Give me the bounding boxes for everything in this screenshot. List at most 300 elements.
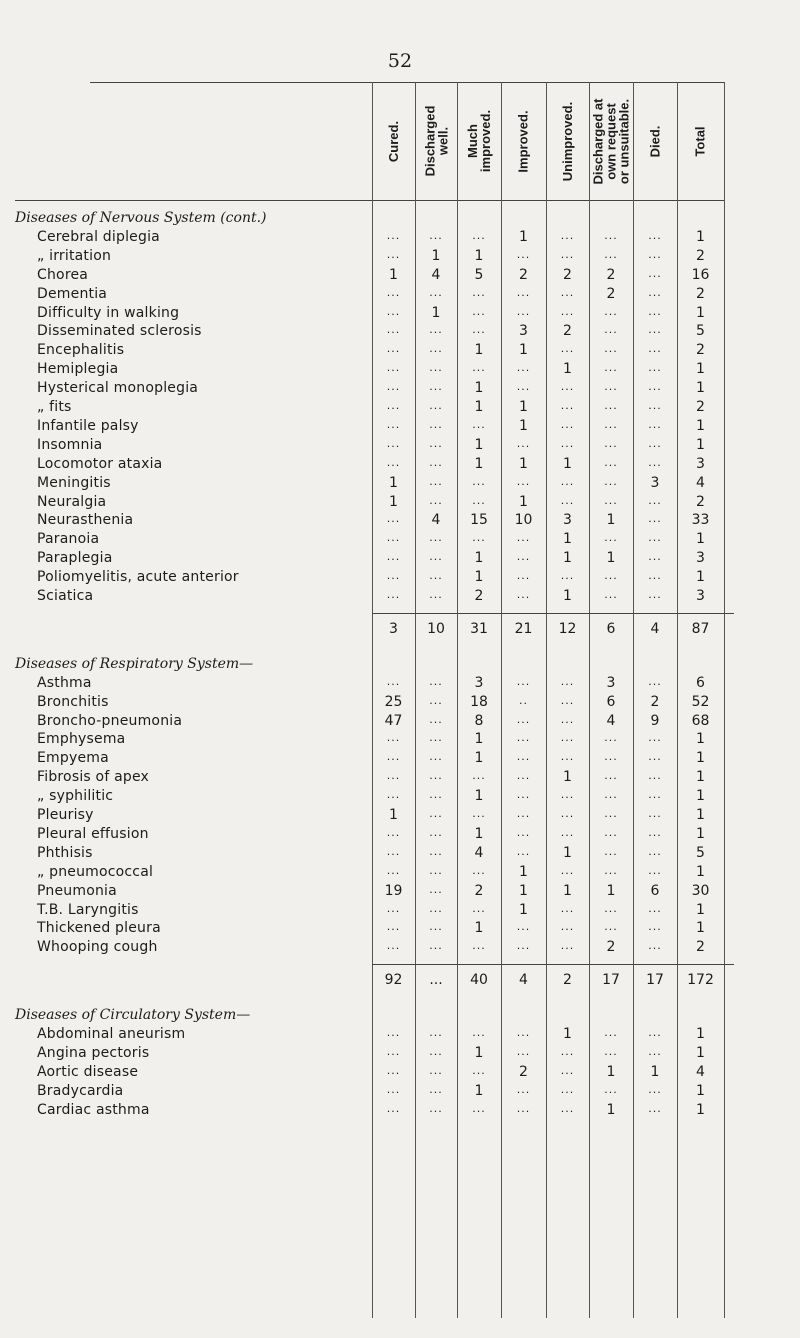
table-cell: 1: [696, 920, 705, 937]
table-cell: 2: [519, 1063, 528, 1080]
row-label: [37, 229, 160, 245]
row-label: [37, 267, 88, 283]
table-cell: ...: [386, 788, 401, 802]
table-cell: ...: [560, 417, 575, 431]
table-cell: ...: [429, 569, 443, 583]
table-cell: 5: [696, 323, 705, 340]
table-cell: 1: [474, 455, 484, 472]
table-cell: ...: [472, 361, 486, 375]
table-cell: 15: [470, 512, 488, 529]
row-label-text: Pleural effusion: [37, 825, 149, 842]
table-cell: ...: [516, 588, 531, 601]
table-cell: ...: [472, 901, 486, 915]
row-label: [37, 1083, 123, 1099]
table-cell: ...: [648, 588, 662, 601]
table-cell: ...: [429, 285, 443, 299]
table-cell: 1: [563, 882, 572, 899]
table-cell: ...: [560, 380, 575, 394]
table-cell: ...: [604, 750, 618, 764]
table-cell: ...: [560, 939, 575, 953]
table-row: [0, 361, 800, 380]
table-cell: ...: [604, 731, 618, 745]
table-cell: ...: [648, 731, 662, 745]
table-row: [0, 694, 800, 713]
table-cell: ...: [386, 844, 401, 858]
table-cell: 1: [606, 882, 616, 899]
table-cell: 5: [696, 844, 705, 861]
table-row: [0, 418, 800, 437]
table-cell: ...: [472, 807, 486, 820]
table-cell: ...: [516, 304, 531, 318]
table-cell: 4: [431, 512, 441, 529]
table-cell: 1: [474, 380, 484, 397]
table-row: [0, 512, 800, 531]
table-cell: ...: [648, 769, 662, 783]
table-cell: 1: [696, 807, 705, 823]
table-cell: 1: [696, 361, 705, 378]
table-cell: ...: [604, 788, 618, 802]
table-cell: ...: [604, 1026, 618, 1039]
total-cell: 17: [602, 972, 620, 989]
table-cell: ...: [386, 901, 401, 915]
table-cell: 1: [474, 920, 484, 937]
row-label: [37, 807, 94, 823]
table-cell: ...: [429, 474, 443, 488]
row-label: [37, 713, 182, 729]
table-cell: ...: [429, 769, 443, 783]
table-cell: ...: [648, 788, 662, 802]
table-cell: 1: [696, 304, 705, 321]
table-cell: ...: [472, 863, 486, 877]
table-cell: 1: [474, 750, 484, 767]
table-row: [0, 1026, 800, 1045]
table-row: [0, 286, 800, 305]
table-cell: 1: [389, 474, 398, 491]
table-cell: ...: [560, 399, 575, 412]
total-cell: 17: [646, 972, 664, 989]
row-label-text: Emphysema: [37, 731, 126, 748]
table-cell: ...: [516, 474, 531, 488]
row-label: [37, 864, 153, 880]
table-cell: 1: [563, 769, 572, 786]
table-cell: 3: [696, 455, 705, 472]
table-cell: ...: [604, 844, 618, 858]
table-cell: 1: [696, 1082, 705, 1099]
row-label-text: Insomnia: [37, 436, 103, 453]
table-cell: ...: [472, 1101, 486, 1115]
table-cell: ...: [429, 399, 443, 412]
table-cell: 1: [696, 769, 705, 786]
table-cell: 1: [696, 825, 705, 842]
row-label: [37, 769, 149, 785]
table-row: [0, 750, 800, 769]
row-label-text: Neurasthenia: [37, 512, 134, 529]
totals-row: [0, 972, 800, 991]
table-cell: ...: [648, 901, 662, 915]
row-label: [37, 588, 93, 604]
row-label-text: Cardiac asthma: [37, 1101, 150, 1118]
row-label-text: Pleurisy: [37, 807, 94, 823]
row-label-text: Fibrosis of apex: [37, 769, 150, 786]
section-title: Diseases of Circulatory System—: [15, 1007, 251, 1024]
total-cell: 172: [687, 972, 714, 989]
table-cell: ...: [386, 920, 401, 934]
table-cell: 1: [650, 1063, 660, 1080]
table-cell: ...: [560, 920, 575, 934]
row-label-text: „ syphilitic: [37, 788, 114, 805]
table-cell: ...: [560, 693, 575, 707]
table-cell: 2: [696, 342, 705, 359]
row-label-text: „ irritation: [37, 247, 112, 264]
table-cell: ...: [472, 304, 486, 318]
table-cell: ...: [472, 939, 486, 953]
table-cell: 1: [696, 569, 705, 586]
table-cell: ...: [386, 1044, 401, 1058]
table-cell: ...: [386, 1026, 401, 1039]
table-cell: ...: [386, 247, 401, 261]
table-cell: ...: [516, 1026, 531, 1039]
row-label-text: Empyema: [37, 750, 109, 767]
table-cell: ...: [386, 1082, 401, 1096]
table-cell: 1: [696, 750, 705, 767]
row-label: [37, 920, 161, 936]
table-cell: 5: [474, 266, 484, 283]
table-cell: 2: [606, 266, 616, 283]
table-cell: 1: [474, 569, 484, 586]
table-cell: ...: [648, 436, 662, 450]
table-cell: 1: [696, 788, 705, 805]
table-row: [0, 569, 800, 588]
table-cell: ...: [604, 1044, 618, 1058]
table-cell: 2: [696, 399, 705, 415]
table-cell: ...: [604, 474, 618, 488]
table-cell: ...: [429, 825, 443, 839]
total-cell: 3: [389, 620, 398, 637]
table-row: [0, 1045, 800, 1064]
row-label: [37, 883, 117, 899]
table-cell: ...: [648, 304, 662, 318]
table-cell: ...: [386, 939, 401, 953]
row-label-text: Bronchitis: [37, 693, 109, 710]
table-cell: ...: [386, 361, 401, 375]
row-label-text: Paraplegia: [37, 550, 113, 567]
table-cell: ...: [648, 247, 662, 261]
table-cell: ...: [560, 285, 575, 299]
table-cell: ...: [472, 285, 486, 299]
row-label-text: „ pneumococcal: [37, 863, 154, 880]
table-cell: ...: [604, 417, 618, 431]
table-cell: ...: [648, 1101, 662, 1115]
row-label-text: Phthisis: [37, 844, 93, 861]
row-label-text: Dementia: [37, 285, 108, 302]
table-cell: 2: [519, 266, 528, 283]
table-cell: ...: [560, 674, 575, 688]
table-cell: ...: [516, 769, 531, 783]
table-cell: ...: [604, 769, 618, 783]
column-header: [546, 84, 589, 198]
table-row: [0, 864, 800, 883]
table-cell: ...: [604, 380, 618, 394]
table-cell: 1: [696, 901, 705, 918]
table-cell: ...: [429, 750, 443, 764]
row-label: [37, 512, 133, 528]
table-cell: ...: [516, 939, 531, 953]
table-cell: ...: [604, 920, 618, 934]
table-cell: ...: [648, 323, 662, 337]
table-cell: 1: [606, 512, 616, 529]
table-cell: ...: [648, 399, 662, 412]
table-cell: ...: [604, 361, 618, 375]
table-cell: 47: [384, 712, 403, 729]
row-label-text: Disseminated sclerosis: [37, 323, 202, 340]
table-row: [0, 713, 800, 732]
table-cell: 1: [696, 731, 705, 748]
table-cell: ...: [516, 844, 531, 858]
table-cell: ...: [472, 417, 486, 431]
table-cell: ...: [648, 228, 662, 242]
table-cell: 3: [650, 474, 660, 491]
table-cell: ...: [429, 455, 443, 469]
table-cell: ...: [604, 342, 618, 356]
table-cell: 1: [696, 1101, 705, 1118]
section-title: Diseases of Nervous System (cont.): [15, 210, 267, 226]
table-cell: ...: [429, 550, 443, 564]
table-cell: ...: [648, 1044, 662, 1058]
table-cell: 3: [696, 550, 705, 567]
table-cell: 1: [474, 247, 484, 264]
row-label-text: Thickened pleura: [37, 920, 161, 937]
column-header: [501, 84, 546, 198]
table-cell: ...: [516, 825, 531, 839]
table-cell: 1: [696, 1026, 705, 1042]
totals-rule: [372, 964, 734, 965]
row-label-text: Abdominal aneurism: [37, 1026, 186, 1042]
row-label-text: Infantile palsy: [37, 417, 139, 434]
table-row: [0, 550, 800, 569]
table-cell: ...: [516, 531, 531, 545]
column-header: [633, 84, 677, 198]
table-cell: 1: [563, 550, 572, 567]
row-label: [37, 475, 111, 491]
row-label: [37, 569, 239, 585]
row-label-text: Asthma: [37, 674, 92, 691]
table-cell: 6: [606, 693, 616, 710]
table-cell: 1: [519, 342, 528, 359]
row-label-text: Locomotor ataxia: [37, 455, 163, 472]
table-cell: ...: [560, 228, 575, 242]
table-cell: ...: [560, 712, 575, 726]
row-label: [37, 939, 158, 955]
table-cell: ...: [386, 436, 401, 450]
table-row: [0, 323, 800, 342]
table-cell: ...: [604, 1082, 618, 1096]
table-cell: 2: [650, 693, 660, 710]
row-label-text: Angina pectoris: [37, 1044, 150, 1061]
table-cell: ...: [648, 844, 662, 858]
table-row: [0, 380, 800, 399]
table-row: [0, 456, 800, 475]
table-cell: 1: [696, 1044, 705, 1061]
table-cell: 19: [384, 882, 403, 899]
row-label: [37, 380, 198, 396]
table-cell: 52: [691, 693, 710, 710]
table-cell: 33: [691, 512, 710, 529]
table-cell: 1: [696, 531, 705, 548]
table-cell: 4: [431, 266, 441, 283]
table-cell: ...: [472, 228, 486, 242]
table-cell: 4: [606, 712, 616, 729]
table-cell: 8: [474, 712, 484, 729]
table-cell: ...: [560, 304, 575, 318]
table-cell: ...: [516, 731, 531, 745]
total-cell: 2: [563, 972, 572, 989]
table-cell: ...: [604, 247, 618, 261]
row-label: [37, 286, 107, 302]
table-cell: 1: [431, 304, 441, 321]
table-cell: ...: [604, 455, 618, 469]
table-cell: ...: [648, 531, 662, 545]
table-cell: ...: [516, 361, 531, 375]
table-cell: 1: [696, 436, 705, 453]
table-cell: ...: [386, 731, 401, 745]
table-cell: ...: [648, 1026, 662, 1039]
table-cell: ...: [386, 1063, 401, 1077]
table-cell: 1: [563, 1026, 572, 1042]
column-header-line: Discharged: [422, 105, 437, 177]
table-cell: ...: [516, 1101, 531, 1115]
table-cell: 1: [606, 1063, 616, 1080]
total-cell: 4: [650, 620, 660, 637]
table-cell: ...: [386, 342, 401, 356]
table-cell: ...: [429, 531, 443, 545]
table-cell: ...: [472, 493, 486, 507]
row-label: [37, 361, 118, 377]
table-cell: 1: [519, 882, 528, 899]
table-cell: 1: [563, 455, 572, 472]
row-label: [37, 494, 106, 510]
table-row: [0, 229, 800, 248]
table-cell: 1: [474, 1044, 484, 1061]
table-cell: ...: [472, 1026, 486, 1039]
table-cell: 1: [474, 788, 484, 805]
table-cell: ...: [560, 493, 575, 507]
table-cell: ...: [386, 1101, 401, 1115]
table-cell: 2: [474, 588, 484, 604]
table-cell: ...: [429, 1063, 443, 1077]
table-cell: ...: [429, 1101, 443, 1115]
table-cell: ...: [604, 323, 618, 337]
row-label-text: Meningitis: [37, 474, 111, 491]
table-cell: ...: [560, 788, 575, 802]
table-cell: 1: [696, 417, 705, 434]
row-label-text: Neuralgia: [37, 493, 107, 510]
table-row: [0, 769, 800, 788]
table-cell: ...: [560, 901, 575, 915]
table-cell: 1: [519, 863, 528, 880]
table-cell: ...: [604, 569, 618, 583]
column-header: [457, 84, 501, 198]
table-cell: ...: [429, 228, 443, 242]
table-cell: 1: [389, 807, 398, 823]
page-number: 52: [387, 50, 413, 72]
table-cell: ...: [386, 285, 401, 299]
table-cell: 4: [696, 474, 705, 491]
table-cell: 2: [606, 939, 616, 956]
table-cell: ...: [560, 474, 575, 488]
table-cell: ...: [560, 863, 575, 877]
table-cell: ...: [429, 674, 443, 688]
table-cell: ...: [648, 342, 662, 356]
total-cell: ...: [429, 972, 443, 989]
table-cell: ...: [429, 807, 443, 820]
table-cell: ...: [648, 825, 662, 839]
row-label: [37, 418, 139, 434]
row-label-text: Pneumonia: [37, 882, 117, 899]
section-title: Diseases of Respiratory System—: [15, 655, 254, 672]
table-cell: 1: [519, 901, 528, 918]
table-cell: ...: [429, 417, 443, 431]
table-cell: ...: [516, 247, 531, 261]
table-cell: 3: [519, 323, 528, 340]
row-label-text: Whooping cough: [37, 939, 158, 956]
table-cell: 1: [519, 228, 528, 245]
table-cell: 3: [474, 674, 484, 691]
table-cell: ...: [429, 1044, 443, 1058]
column-header-line: Much: [465, 124, 480, 158]
total-cell: 40: [470, 972, 488, 989]
table-row: [0, 807, 800, 826]
table-cell: ...: [429, 361, 443, 375]
table-cell: 1: [519, 399, 528, 415]
table-cell: ...: [648, 512, 662, 526]
table-cell: ...: [429, 712, 443, 726]
column-header: [372, 84, 415, 198]
table-cell: ...: [560, 1044, 575, 1058]
table-cell: ...: [386, 399, 401, 412]
table-cell: 3: [696, 588, 705, 604]
table-cell: ...: [386, 380, 401, 394]
table-cell: ...: [472, 474, 486, 488]
table-cell: ...: [604, 493, 618, 507]
table-cell: 18: [470, 693, 488, 710]
row-label: [37, 323, 202, 339]
table-cell: ...: [516, 436, 531, 450]
header-top-rule: [90, 82, 724, 83]
row-label-text: Cerebral diplegia: [37, 228, 160, 245]
table-cell: ...: [386, 569, 401, 583]
table-cell: ...: [429, 788, 443, 802]
table-cell: ...: [560, 731, 575, 745]
table-cell: ...: [604, 863, 618, 877]
table-cell: ...: [386, 531, 401, 545]
table-row: [0, 1064, 800, 1083]
table-cell: 1: [606, 1101, 616, 1118]
total-cell: 87: [691, 620, 710, 637]
column-header: [415, 84, 457, 198]
table-cell: ...: [560, 342, 575, 356]
table-cell: 1: [519, 455, 528, 472]
table-cell: ...: [386, 304, 401, 318]
table-cell: 1: [519, 417, 528, 434]
row-label: [37, 456, 162, 472]
table-row: [0, 588, 800, 607]
table-cell: 2: [696, 247, 705, 264]
table-cell: ...: [648, 285, 662, 299]
column-header-line: well.: [435, 126, 450, 156]
row-label: [37, 675, 92, 691]
table-row: [0, 1102, 800, 1121]
row-label: [37, 248, 111, 264]
